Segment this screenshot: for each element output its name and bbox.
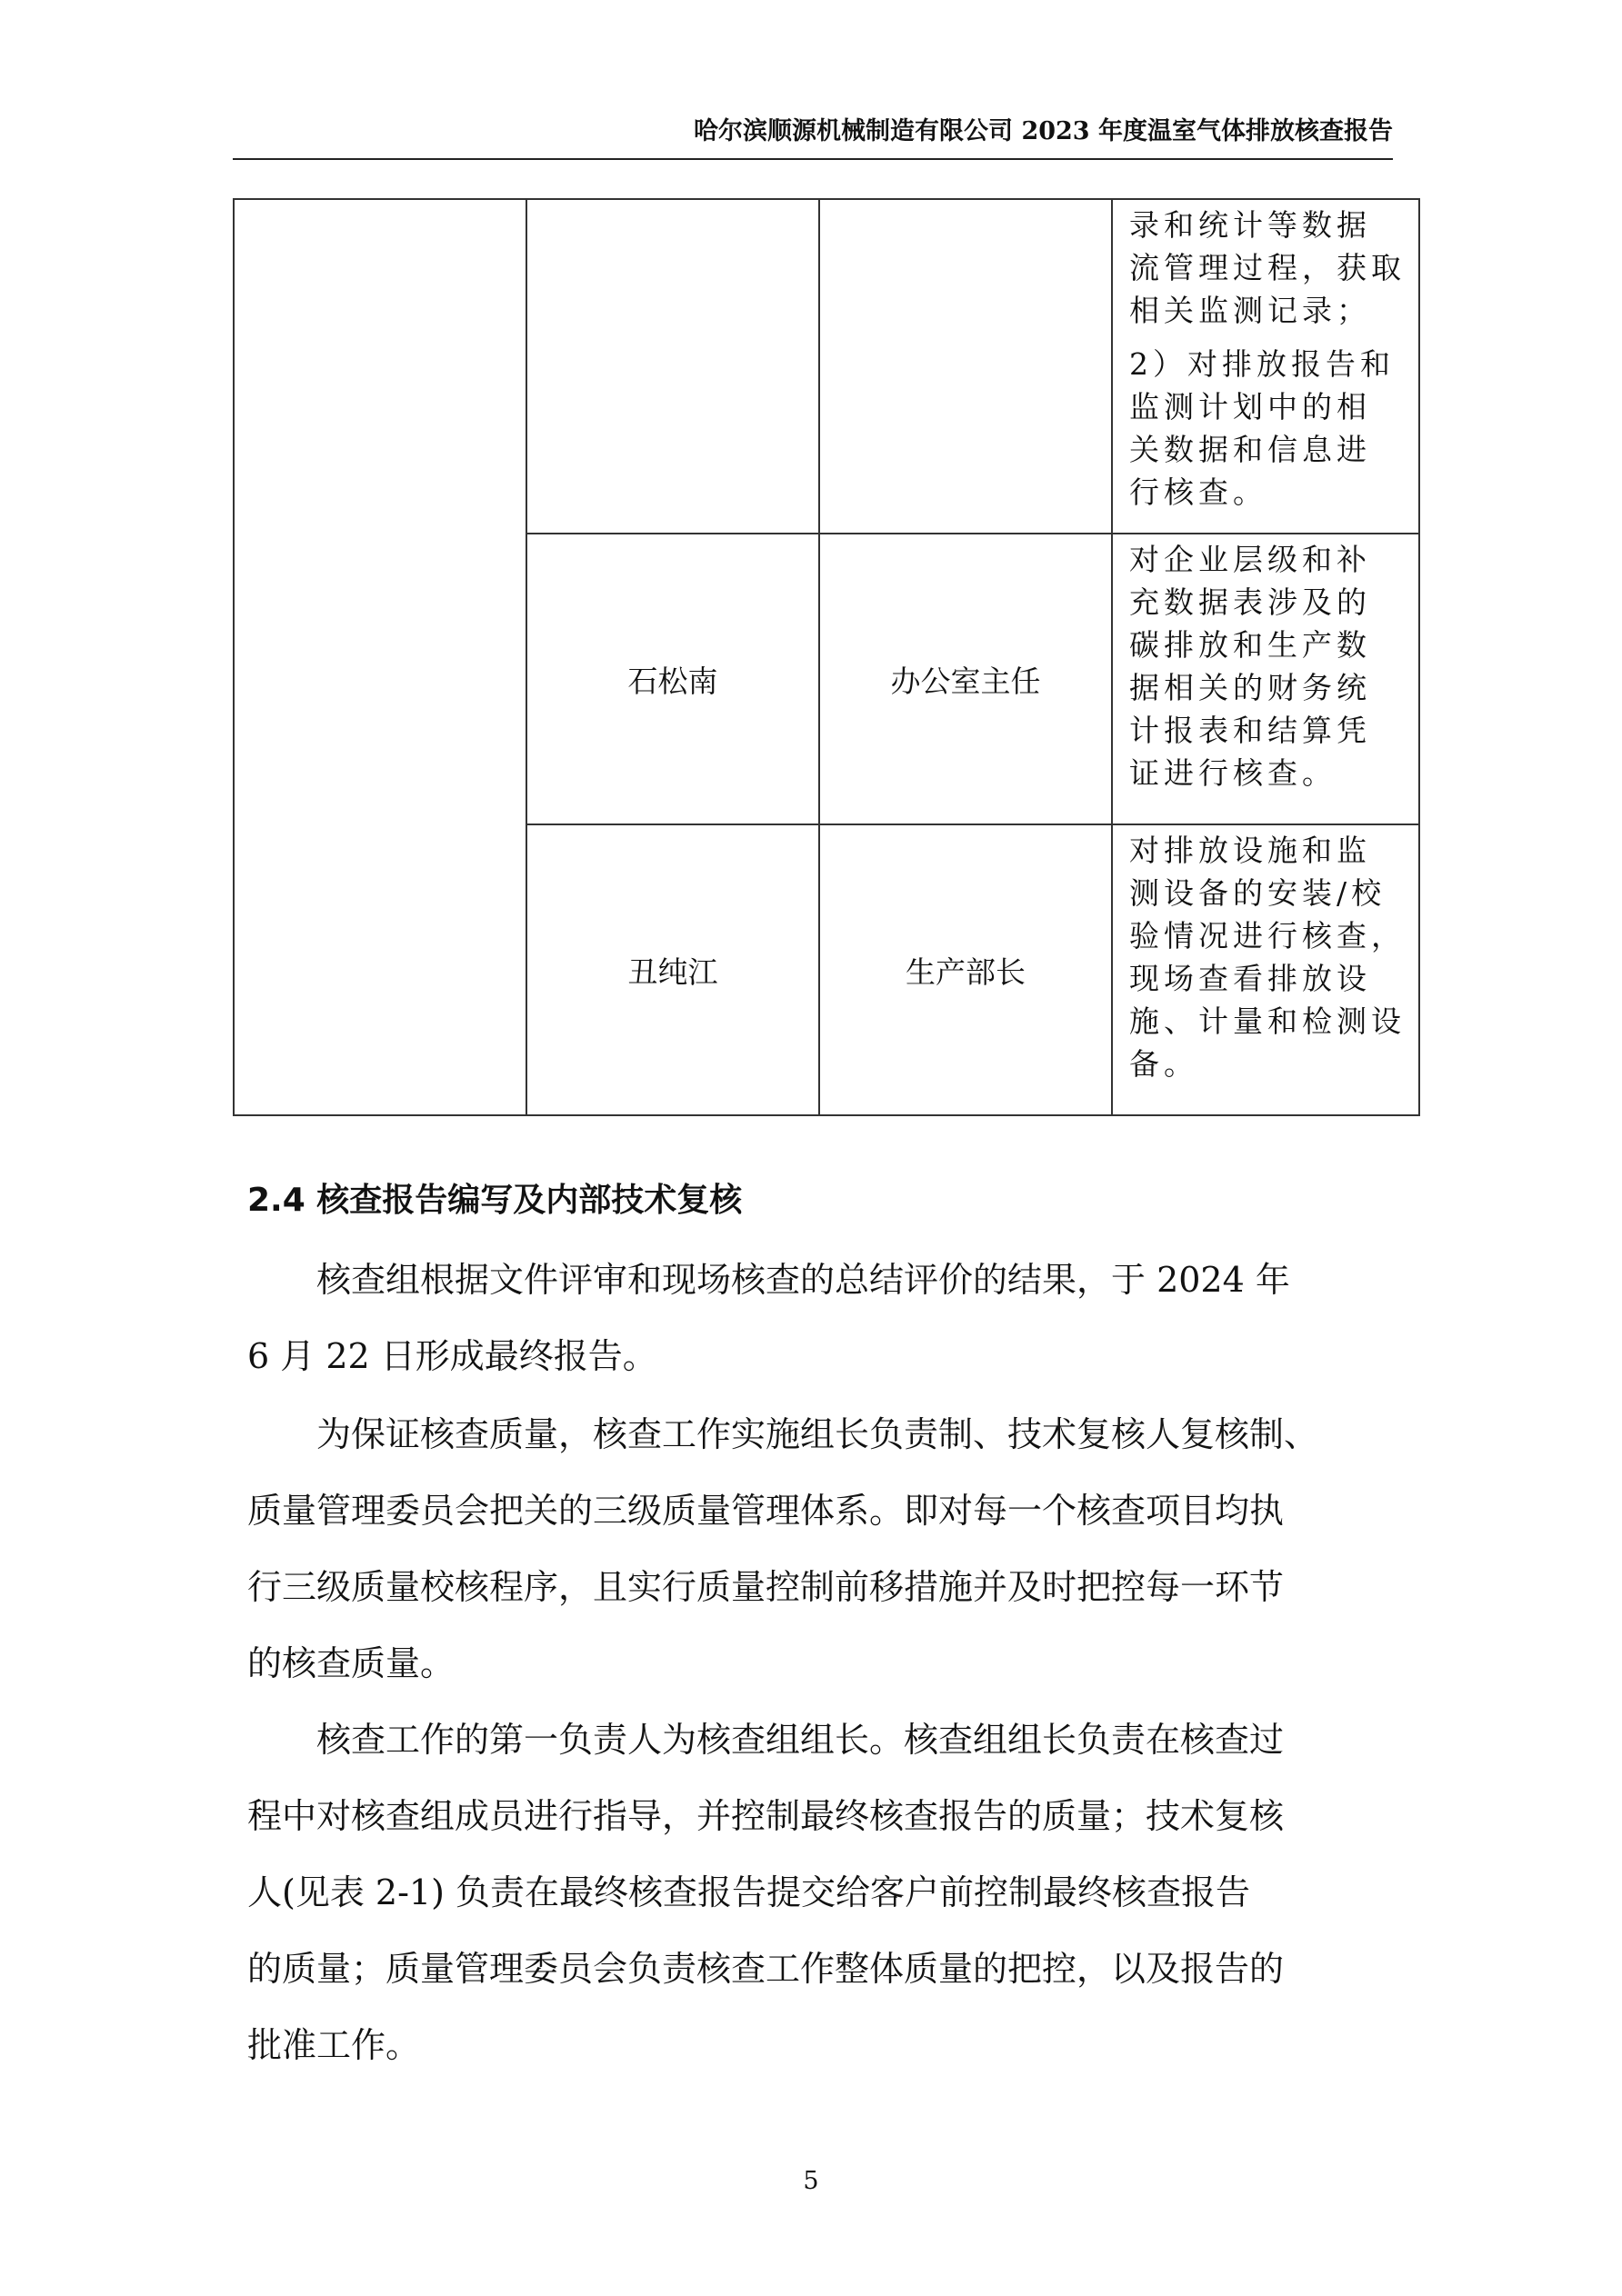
description-line: 录和统计等数据	[1129, 207, 1371, 243]
page-header	[233, 116, 1393, 160]
description-line: 碳排放和生产数	[1129, 627, 1371, 663]
description-line: 相关监测记录；	[1129, 293, 1371, 328]
header-title: 哈尔滨顺源机械制造有限公司 2023 年度温室气体排放核查报告	[694, 117, 1393, 145]
section-heading: 2.4 核查报告编写及内部技术复核	[247, 1182, 743, 1219]
description-line: 对排放设施和监	[1129, 833, 1371, 868]
paragraph-line: 核查工作的第一负责人为核查组组长。核查组组长负责在核查过	[247, 1720, 1285, 1760]
description-line: 据相关的财务统	[1129, 670, 1371, 705]
description-cell	[1112, 199, 1419, 534]
position-cell: 生产部长	[819, 824, 1112, 1115]
description-cell	[1112, 824, 1419, 1115]
description-cell	[1112, 534, 1419, 824]
description-line: 流管理过程，获取	[1129, 250, 1406, 285]
position-cell: 办公室主任	[819, 534, 1112, 824]
name-cell: 石松南	[526, 534, 819, 824]
paragraph-line: 的核查质量。	[247, 1643, 456, 1683]
paragraph	[247, 1396, 1386, 1702]
paragraph	[247, 1242, 1386, 1394]
paragraph-line: 批准工作。	[247, 2025, 421, 2065]
paragraph-line: 为保证核查质量，核查工作实施组长负责制、技术复核人复核制、	[247, 1414, 1319, 1454]
paragraph-line: 程中对核查组成员进行指导，并控制最终核查报告的质量；技术复核	[247, 1796, 1285, 1836]
description-line: 证进行核查。	[1129, 755, 1337, 791]
paragraph-line: 的质量；质量管理委员会负责核查工作整体质量的把控，以及报告的	[247, 1949, 1285, 1989]
description-line: 现场查看排放设	[1129, 961, 1371, 996]
paragraph-line: 6 月 22 日形成最终报告。	[247, 1336, 657, 1376]
description-line: 备。	[1129, 1046, 1198, 1082]
description-line: 关数据和信息进	[1129, 432, 1371, 467]
paragraph-line: 行三级质量校核程序，且实行质量控制前移措施并及时把控每一环节	[247, 1567, 1285, 1607]
paragraph-line: 质量管理委员会把关的三级质量管理体系。即对每一个核查项目均执	[247, 1491, 1285, 1531]
description-line: 充数据表涉及的	[1129, 584, 1371, 620]
paragraph	[247, 1702, 1386, 2083]
table-row	[234, 199, 1419, 534]
description-line: 行核查。	[1129, 474, 1267, 510]
category-cell	[234, 199, 526, 1115]
description-line: 施、计量和检测设	[1129, 1003, 1406, 1039]
description-line: 对企业层级和补	[1129, 542, 1371, 577]
page-number: 5	[803, 2167, 819, 2195]
description-line: 计报表和结算凭	[1129, 713, 1371, 748]
description-line: 2）对排放报告和	[1129, 346, 1395, 382]
name-cell	[526, 199, 819, 534]
position-cell	[819, 199, 1112, 534]
paragraph-line: 核查组根据文件评审和现场核查的总结评价的结果，于 2024 年	[247, 1260, 1290, 1300]
description-line: 监测计划中的相	[1129, 389, 1371, 424]
name-cell: 丑纯江	[526, 824, 819, 1115]
description-line: 测设备的安装/校	[1129, 875, 1387, 911]
verification-team-table	[233, 198, 1420, 1116]
paragraph-line: 人(见表 2-1) 负责在最终核查报告提交给客户前控制最终核查报告	[247, 1872, 1251, 1912]
description-line: 验情况进行核查，	[1129, 918, 1406, 953]
